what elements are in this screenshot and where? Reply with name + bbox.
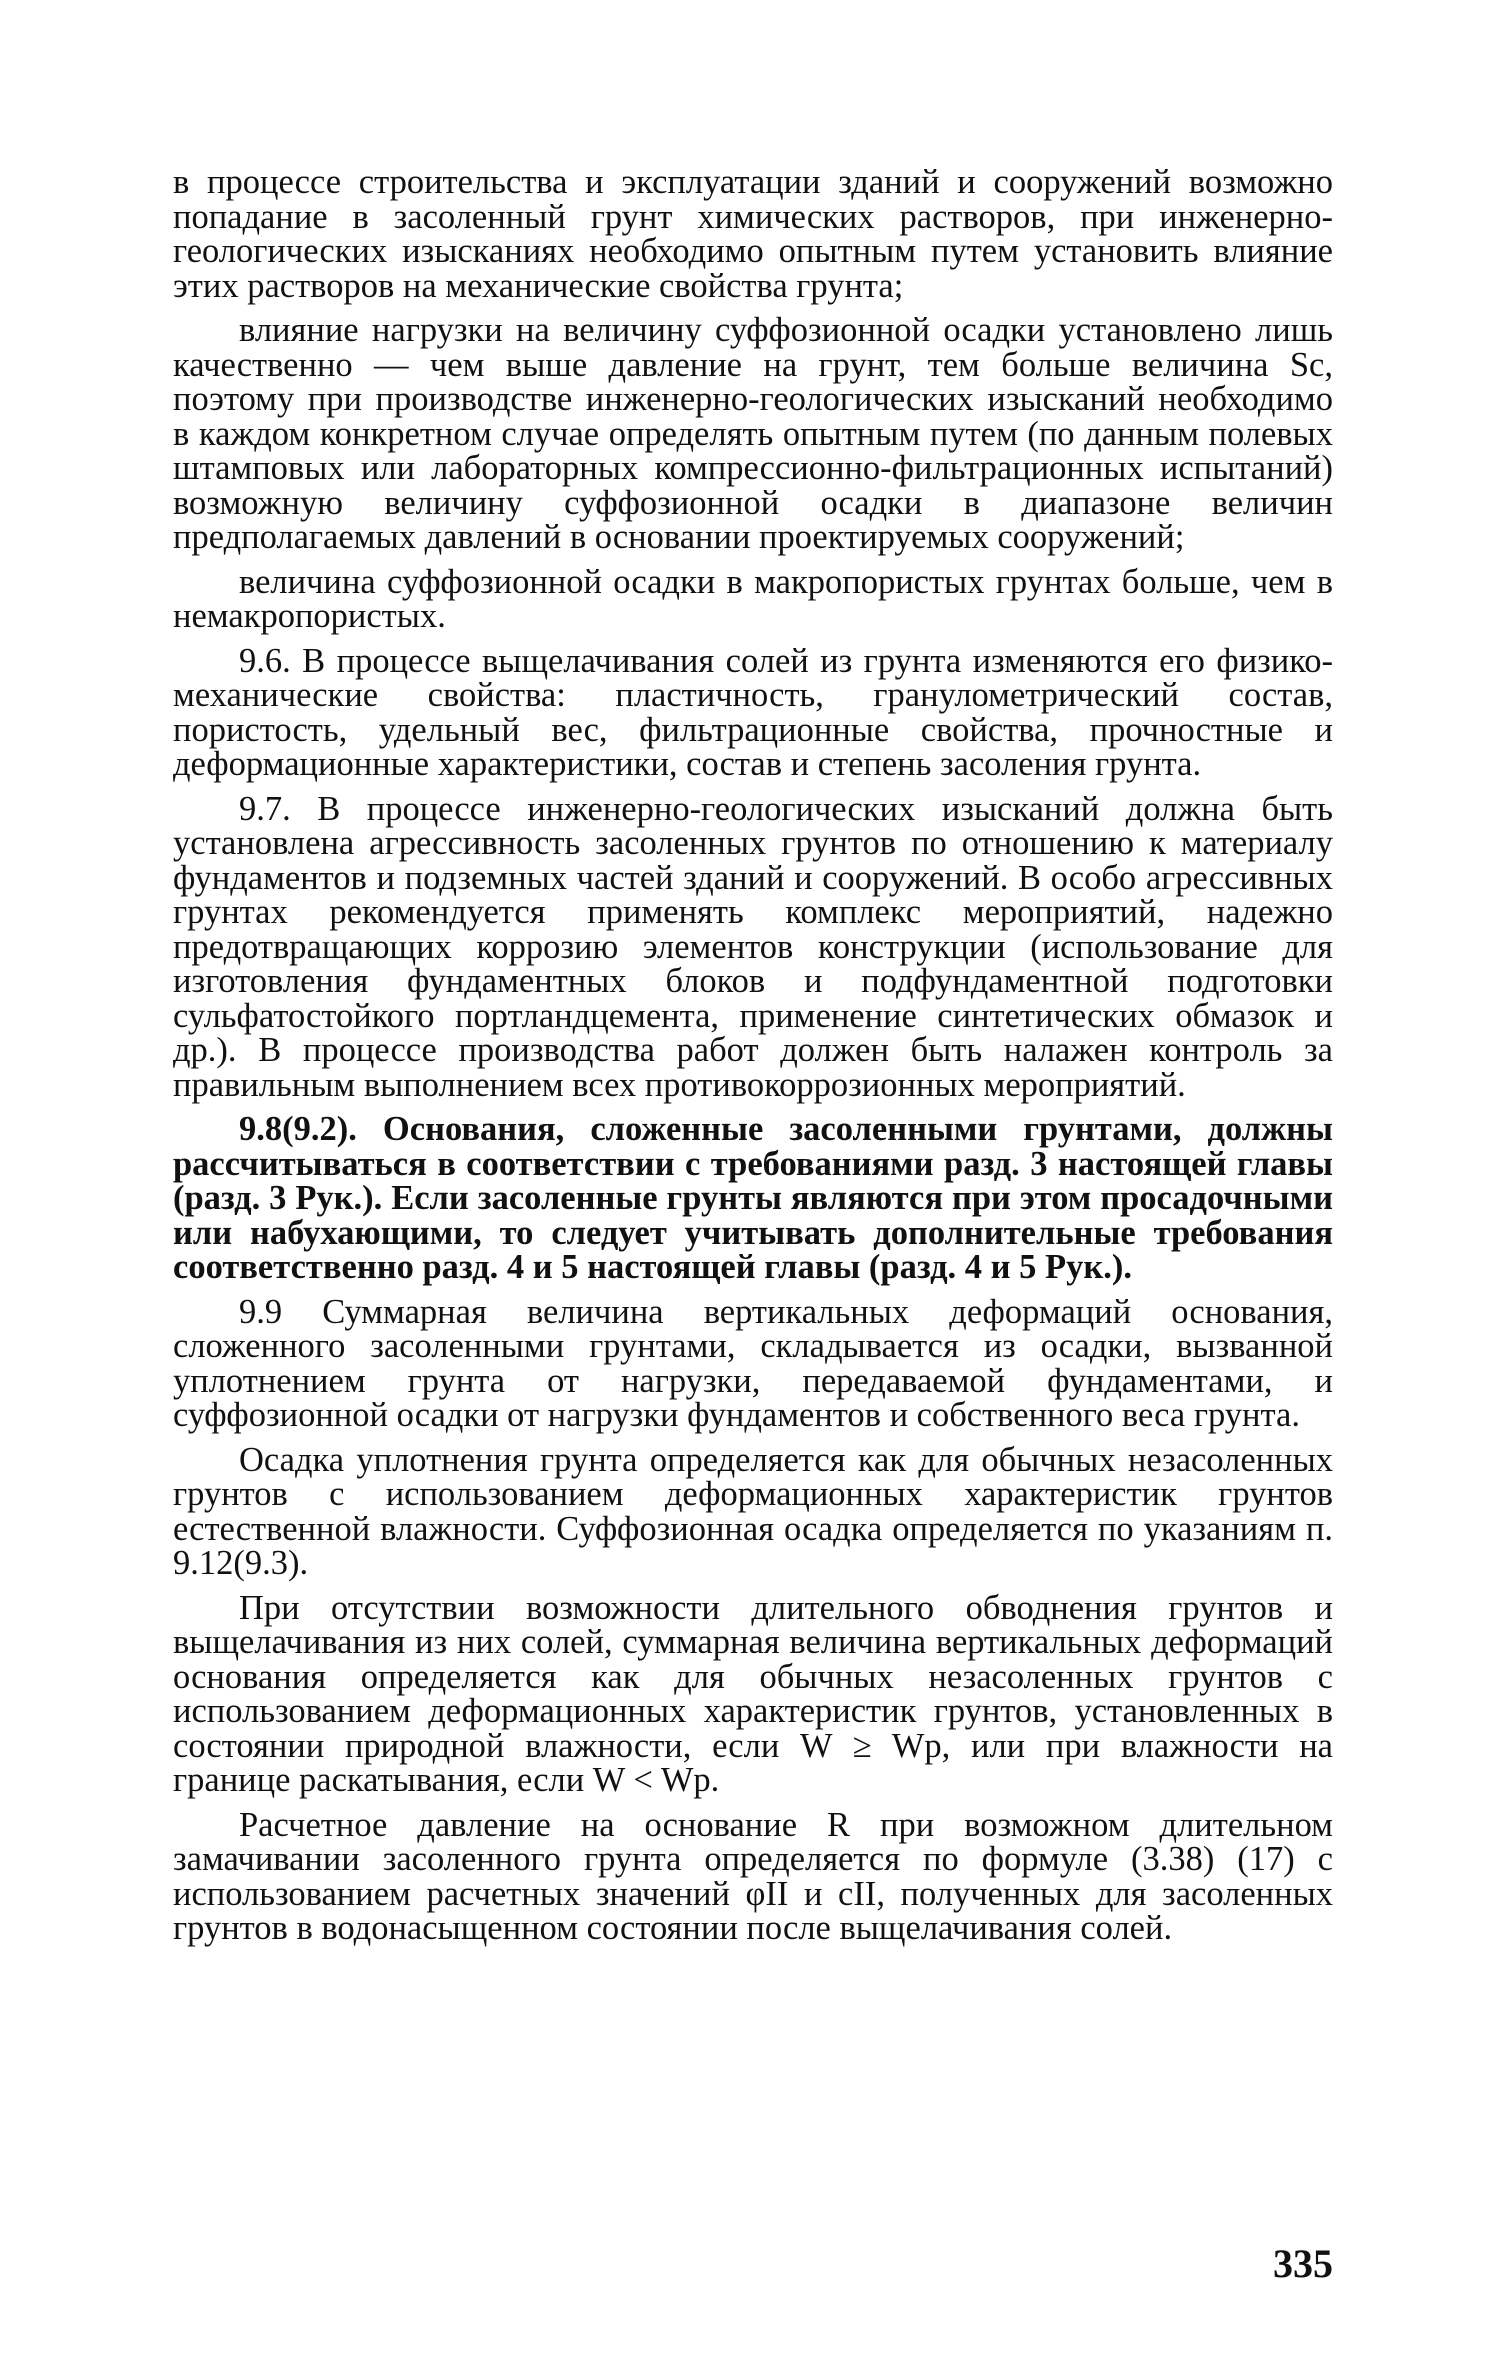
paragraph-9-6: 9.6. В процессе выщелачивания солей из грунта изменяются его физико-механические свойства: пластичность, гранулометрический состав, пористость, удельный вес, фильтрационные свойства, прочностные и деформационные характеристики, состав и степень засоления грунта. <box>173 641 1333 783</box>
paragraph-compaction-settlement: Осадка уплотнения грунта определяется как для обычных незасоленных грунтов с использованием деформационных характеристик грунтов естественной влажности. Суффозионная осадка определяется по указаниям п. 9.12(9.3). <box>173 1440 1333 1582</box>
paragraph-9-8: 9.8(9.2). Основания, сложенные засоленными грунтами, должны рассчитываться в соответствии с требованиями разд. 3 настоящей главы (разд. 3 Рук.). Если засоленные грунты являются при этом просадочными или набухающими, то следует учитывать дополнительные требования соответственно разд. 4 и 5 настоящей главы (разд. 4 и 5 Рук.). <box>173 1110 1333 1286</box>
paragraph-9-9: 9.9 Суммарная величина вертикальных деформаций основания, сложенного засоленными грунтами, складывается из осадки, вызванной уплотнением грунта от нагрузки, передаваемой фундаментами, и суффозионной осадки от нагрузки фундаментов и собственного веса грунта. <box>173 1292 1333 1434</box>
paragraph-no-flooding: При отсутствии возможности длительного обводнения грунтов и выщелачивания из них солей, суммарная величина вертикальных деформаций основания определяется как для обычных незасоленных грунтов с использованием деформационных характеристик грунтов, установленных в состоянии природной влажности, если W ≥ Wp, или при влажности на границе раскатывания, если W < Wp. <box>173 1588 1333 1799</box>
paragraph-continuation: в процессе строительства и эксплуатации зданий и сооружений возможно попадание в засоленный грунт химических растворов, при инженерно-геологических изысканиях необходимо опытным путем установить влияние этих растворов на механические свойства грунта; <box>173 163 1333 305</box>
page-body <box>173 165 1333 1946</box>
paragraph-design-pressure: Расчетное давление на основание R при возможном длительном замачивании засоленного грунта определяется по формуле (3.38) (17) с использованием расчетных значений φII и cII, полученных для засоленных грунтов в водонасыщенном состоянии после выщелачивания солей. <box>173 1805 1333 1947</box>
paragraph-macroporous: величина суффозионной осадки в макропористых грунтах больше, чем в немакропористых. <box>173 562 1333 635</box>
page-number: 335 <box>1273 2241 1333 2286</box>
paragraph-9-7: 9.7. В процессе инженерно-геологических изысканий должна быть установлена агрессивность засоленных грунтов по отношению к материалу фундаментов и подземных частей зданий и сооружений. В особо агрессивных грунтах рекомендуется применять комплекс мероприятий, надежно предотвращающих коррозию элементов конструкции (использование для изготовления фундаментных блоков и подфундаментной подготовки сульфатостойкого портландцемента, применение синтетических обмазок и др.). В процессе производства работ должен быть налажен контроль за правильным выполнением всех противокоррозионных мероприятий. <box>173 789 1333 1104</box>
paragraph-load-influence: влияние нагрузки на величину суффозионной осадки установлено лишь качественно — чем выше давление на грунт, тем больше величина Sс, поэтому при производстве инженерно-геологических изысканий необходимо в каждом конкретном случае определять опытным путем (по данным полевых штамповых или лабораторных компрессионно-фильтрационных испытаний) возможную величину суффозионной осадки в диапазоне величин предполагаемых давлений в основании проектируемых сооружений; <box>173 311 1333 556</box>
